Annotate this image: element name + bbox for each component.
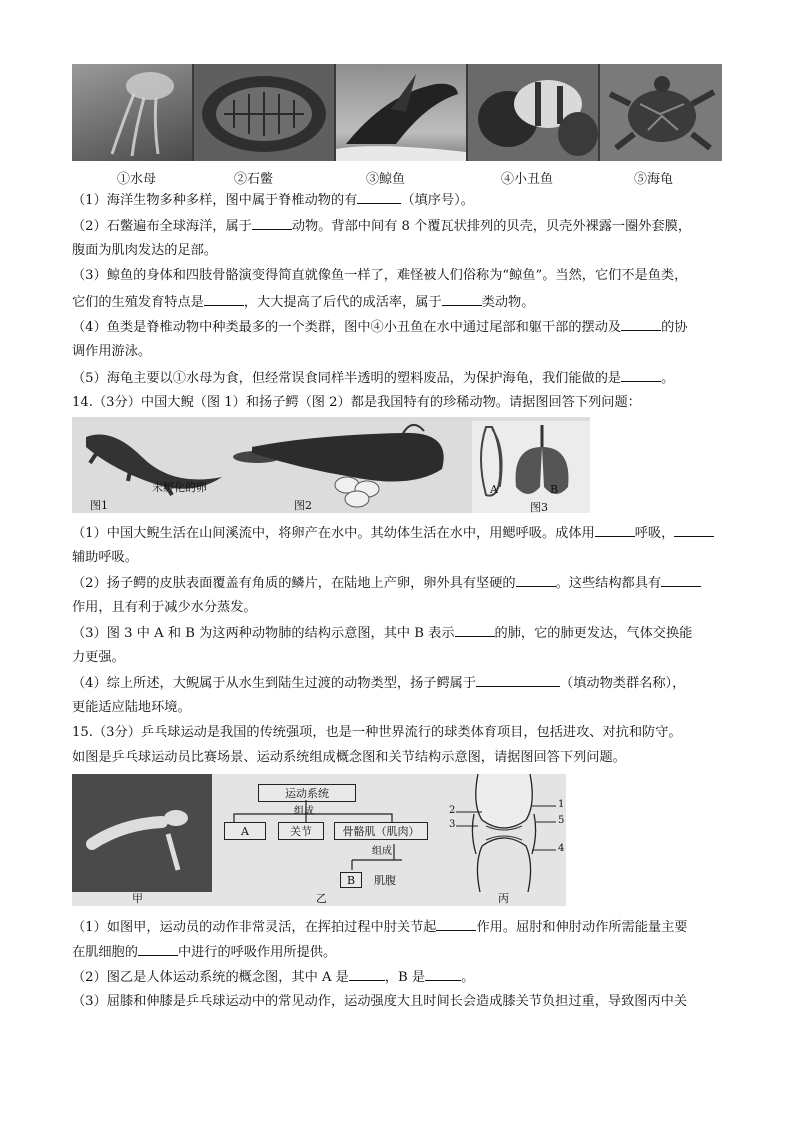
caption-clownfish: ④小丑鱼 [501,172,554,187]
answer-blank[interactable] [436,918,476,931]
answer-blank[interactable] [252,217,292,230]
fig2-label: 图2 [294,499,312,512]
chiton-photo [194,64,334,161]
q13-part4: （4）鱼类是脊椎动物中种类最多的一个类群，图中④小丑鱼在水中通过尾部和躯干部的摆动及 的协 [72,320,688,335]
joint-number-4: 4 [558,843,565,854]
q14-part2-cont: 作用，且有利于减少水分蒸发。 [72,600,257,615]
q15-part3: （3）屈膝和伸膝是乒乓球运动中的常见动作，运动强度大且时间长会造成膝关节负担过重，导致图丙中关 [72,994,688,1009]
q14-part1-cont: 辅助呼吸。 [72,550,138,565]
answer-blank[interactable] [476,674,560,687]
player-photo [72,774,212,892]
lung-a-label: A [490,483,498,496]
fig-jia-label: 甲 [132,892,143,905]
caption-sea-turtle: ⑤海龟 [634,172,674,187]
answer-blank[interactable] [661,574,701,587]
answer-blank[interactable] [357,191,401,204]
concept-belly-label: 肌腹 [374,874,396,887]
lung-b-label: B [550,483,559,496]
q13-part3-cont: 它们的生殖发育特点是 ，大大提高了后代的成活率，属于 类动物。 [72,295,535,310]
joint-number-5: 5 [558,815,565,826]
concept-box-muscle: 骨骼肌（肌肉） [334,822,428,840]
joint-number-2: 2 [449,805,456,816]
answer-blank[interactable] [455,624,495,637]
concept-compose-label: 组成 [294,806,314,817]
joint-number-1: 1 [558,799,565,810]
answer-blank[interactable] [349,968,385,981]
concept-box-a: A [224,822,266,840]
jellyfish-photo [72,64,192,161]
concept-box-joint: 关节 [278,822,324,840]
q14-part3: （3）图 3 中 A 和 B 为这两种动物肺的结构示意图，其中 B 表示 的肺，它的肺更发达，气体交换能 [72,626,693,641]
answer-blank[interactable] [674,524,714,537]
q15-stem-cont: 如图是乒乓球运动员比赛场景、运动系统组成概念图和关节结构示意图，请据图回答下列问题。 [72,750,626,765]
q13-part2: （2）石鳖遍布全球海洋，属于 动物。背部中间有 8 个覆瓦状排列的贝壳，贝壳外裸露一圈外套膜， [72,219,692,234]
fig1-label: 图1 [90,499,108,512]
concept-compose2-label: 组成 [372,846,392,857]
table-tennis-figure [72,774,566,906]
answer-blank[interactable] [516,574,556,587]
fig-yi-label: 乙 [316,892,327,905]
q14-part4: （4）综上所述，大鲵属于从水生到陆生过渡的动物类型，扬子鳄属于 （填动物类群名称）， [72,676,686,691]
q13-part3: （3）鲸鱼的身体和四肢骨骼演变得简直就像鱼一样了，难怪被人们俗称为“鲸鱼”。当然，它们不是鱼类， [72,268,688,283]
q14-part3-cont: 力更强。 [72,650,125,665]
fig3-label: 图3 [530,501,548,514]
fig-bing-label: 丙 [498,892,509,905]
q13-part2-cont: 腹面为肌肉发达的足部。 [72,243,218,258]
joint-number-3: 3 [449,819,456,830]
caption-chiton: ②石鳖 [234,172,274,187]
q13-part4-cont: 调作用游泳。 [72,344,152,359]
sea-turtle-photo [600,64,722,161]
q15-part2: （2）图乙是人体运动系统的概念图，其中 A 是 ，B 是 。 [72,970,475,985]
answer-blank[interactable] [138,943,178,956]
answer-blank[interactable] [621,318,661,331]
egg-label: 未孵化的卵 [152,481,207,494]
concept-box-motor-system: 运动系统 [258,784,356,802]
marine-animals-figure [72,64,722,161]
clownfish-photo [468,64,598,161]
whale-photo [336,64,466,161]
knee-joint-diagram [442,774,566,892]
concept-box-b: B [340,872,362,888]
answer-blank[interactable] [204,293,244,306]
answer-blank[interactable] [621,369,661,382]
q14-stem: 14.（3分）中国大鲵（图 1）和扬子鳄（图 2）都是我国特有的珍稀动物。请据图回答下列问题： [72,395,641,410]
q14-part1: （1）中国大鲵生活在山间溪流中，将卵产在水中。其幼体生活在水中，用鳃呼吸。成体用 呼吸， [72,524,714,543]
caption-whale: ③鲸鱼 [366,172,406,187]
caption-jellyfish: ①水母 [117,172,157,187]
q15-stem: 15.（3分）乒乓球运动是我国的传统强项，也是一种世界流行的球类体育项目，包括进攻、对抗和防守。 [72,725,682,740]
q14-part4-cont: 更能适应陆地环境。 [72,700,191,715]
q13-part1: （1）海洋生物多种多样，图中属于脊椎动物的有 （填序号）。 [72,193,474,208]
q13-part5: （5）海龟主要以①水母为食，但经常误食同样半透明的塑料废品，为保护海龟，我们能做的是 。 [72,371,675,386]
q15-part1-cont: 在肌细胞的 中进行的呼吸作用所提供。 [72,945,337,960]
salamander-alligator-figure [72,417,590,513]
answer-blank[interactable] [425,968,461,981]
q15-part1: （1）如图甲，运动员的动作非常灵活，在挥拍过程中肘关节起 作用。屈肘和伸肘动作所需能量主要 [72,920,688,935]
answer-blank[interactable] [595,524,635,537]
q14-part2: （2）扬子鳄的皮肤表面覆盖有角质的鳞片，在陆地上产卵，卵外具有坚硬的 。这些结构都具有 [72,574,701,593]
answer-blank[interactable] [442,293,482,306]
